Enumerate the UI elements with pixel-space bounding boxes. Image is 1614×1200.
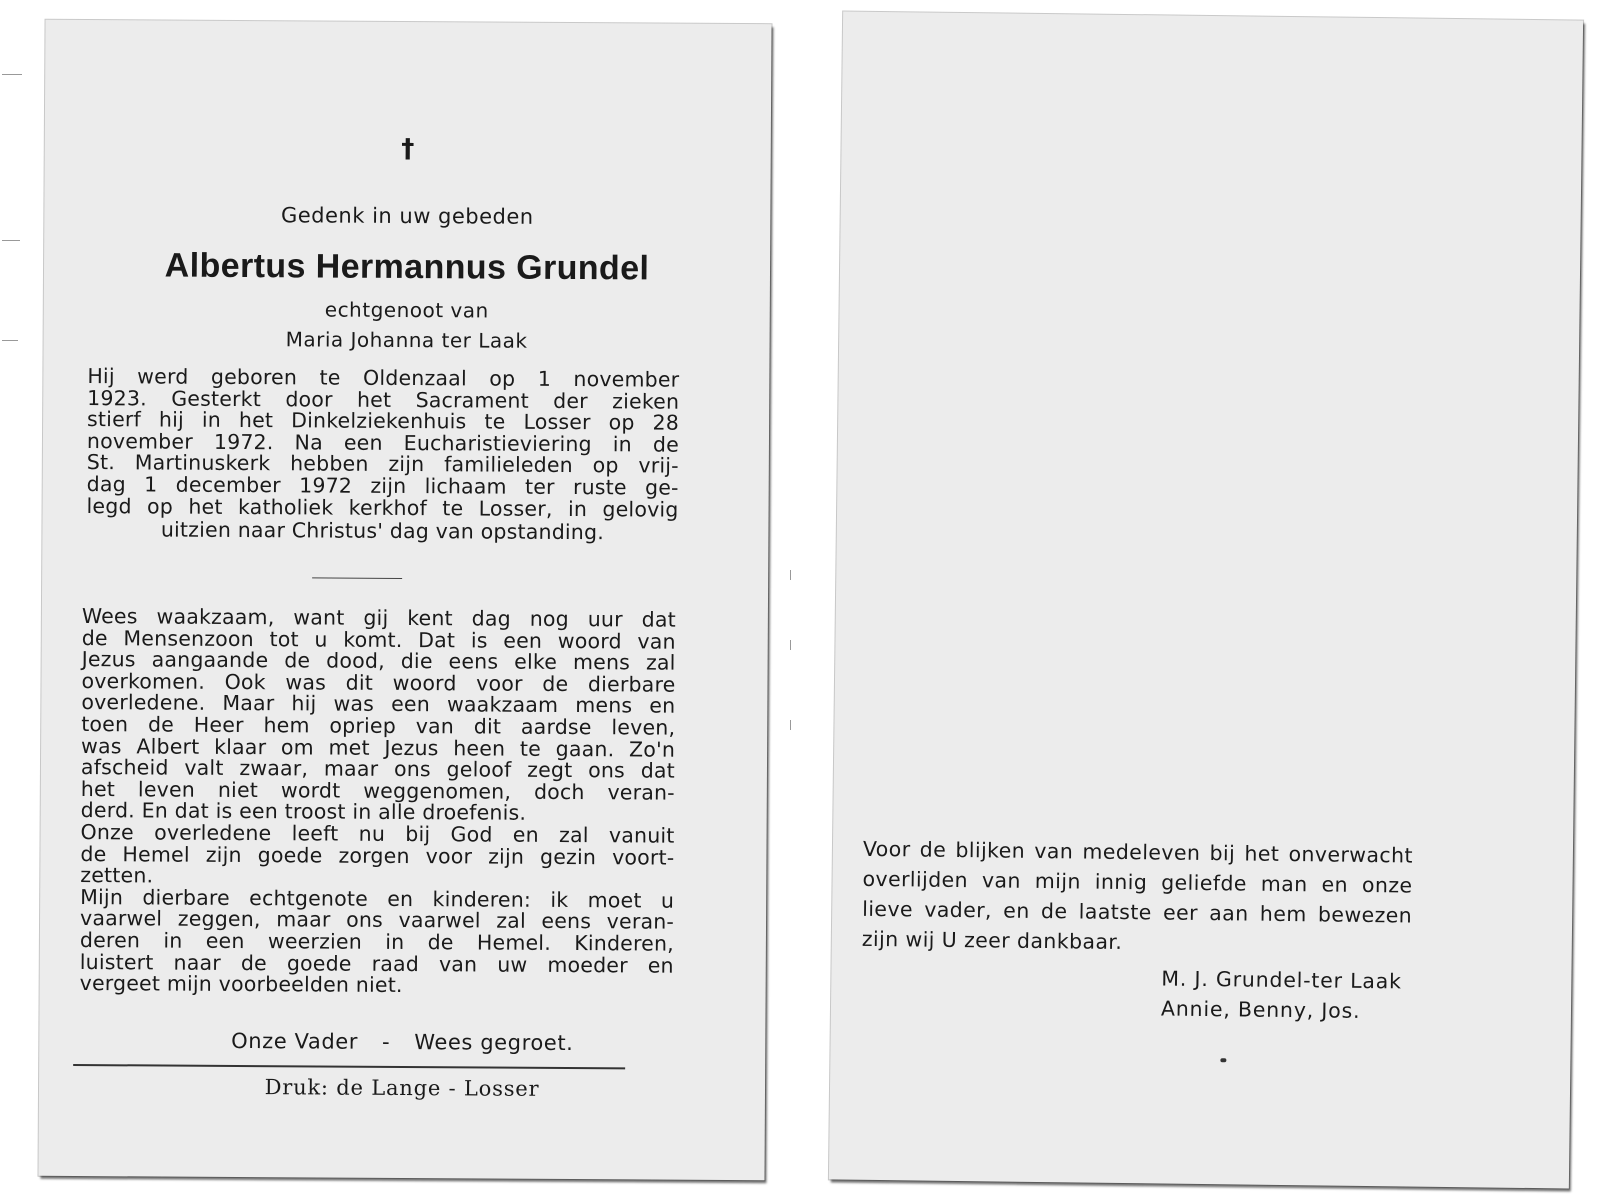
biography-line: St. Martinuskerk hebben zijn familieleden op vrij- — [86, 450, 679, 479]
ink-dot — [1220, 1058, 1226, 1062]
signature-children: Annie, Benny, Jos. — [1160, 996, 1361, 1023]
printer-credit: Druk: de Lange - Losser — [264, 1075, 540, 1101]
meditation-line: Jezus aangaande de dood, die eens elke mens zal — [81, 647, 676, 675]
biography-line: Hij werd geboren te Oldenzaal op 1 november — [87, 364, 680, 392]
meditation-line: afscheid valt zwaar, maar ons geloof zegt ons dat — [80, 755, 676, 783]
meditation-line: de Mensenzoon tot u komt. Dat is een woord van — [81, 625, 676, 654]
meditation-line: de Hemel zijn goede zorgen voor zijn gezin voort- — [80, 841, 675, 870]
signature-widow: M. J. Grundel-ter Laak — [1161, 966, 1402, 994]
prayer-separator: - — [381, 1029, 391, 1054]
closing-prayers — [39, 1028, 765, 1056]
scan-speck — [790, 570, 791, 580]
thanks-line: overlijden van mijn innig geliefde man en onze — [862, 866, 1413, 898]
scan-speck — [790, 640, 791, 650]
meditation-line: deren in een weerzien in de Hemel. Kinderen, — [79, 927, 674, 956]
prayer-hail-mary: Wees gegroet. — [414, 1030, 574, 1056]
family-signature — [1161, 963, 1402, 1026]
deceased-name: Albertus Hermannus Grundel — [164, 246, 650, 288]
section-divider — [312, 577, 402, 579]
meditation-text — [80, 606, 676, 998]
thanks-line: lieve vader, en de laatste eer aan hem bewezen — [862, 896, 1413, 928]
memorial-card-back — [829, 12, 1583, 1189]
cross-icon: † — [401, 133, 415, 165]
meditation-line: vaarwel zeggen, maar ons vaarwel zal eens veran- — [79, 906, 675, 934]
biography-line: 1923. Gesterkt door het Sacrament der zieken — [87, 385, 680, 414]
spouse-name: Maria Johanna ter Laak — [285, 327, 528, 353]
biography-line: november 1972. Na een Eucharistieviering in de — [86, 428, 680, 457]
meditation-line: luistert naar de goede raad van uw moeder en — [79, 949, 674, 978]
meditation-line: derd. En dat is een troost in alle droefenis. — [80, 798, 527, 826]
biography-line: stierf hij in het Dinkelziekenhuis te Losser op 28 — [87, 407, 680, 435]
scan-speck — [2, 74, 22, 75]
meditation-line: Wees waakzaam, want gij kent dag nog uur dat — [81, 604, 676, 632]
scan-speck — [790, 720, 791, 730]
scan-speck — [2, 240, 20, 241]
meditation-line: het leven niet wordt weggenomen, doch veran- — [80, 776, 675, 805]
spouse-label: echtgenoot van — [324, 297, 489, 323]
meditation-line: was Albert klaar om met Jezus heen te gaan. Zo'n — [81, 733, 676, 762]
biography-line: legd op het katholiek kerkhof te Losser, in gelovig — [86, 493, 679, 522]
prayer-intro: Gedenk in uw gebeden — [280, 203, 534, 229]
biography-last-line: uitzien naar Christus' dag van opstanding. — [160, 517, 605, 545]
meditation-line: vergeet mijn voorbeelden niet. — [79, 971, 403, 998]
meditation-line: Mijn dierbare echtgenote en kinderen: ik moet u — [80, 884, 675, 913]
meditation-line: overkomen. Ook was dit woord voor de dierbare — [81, 668, 676, 697]
footer-divider — [73, 1064, 625, 1069]
meditation-line: overledene. Maar hij was een waakzaam mens en — [81, 690, 676, 719]
thanks-line: Voor de blijken van medeleven bij het onverwacht — [862, 836, 1414, 868]
meditation-line: Onze overledene leeft nu bij God en zal vanuit — [80, 819, 675, 848]
scan-speck — [2, 340, 18, 341]
prayer-our-father: Onze Vader — [231, 1028, 359, 1054]
thanks-line: zijn wij U zeer dankbaar. — [861, 926, 1123, 955]
biography-paragraph — [86, 366, 679, 521]
thanks-paragraph — [862, 834, 1413, 961]
meditation-line: zetten. — [80, 863, 154, 888]
biography-line: dag 1 december 1972 zijn lichaam ter ruste ge- — [86, 472, 679, 500]
memorial-card-front — [38, 20, 771, 1180]
meditation-line: toen de Heer hem opriep van dit aardse leven, — [81, 711, 676, 740]
